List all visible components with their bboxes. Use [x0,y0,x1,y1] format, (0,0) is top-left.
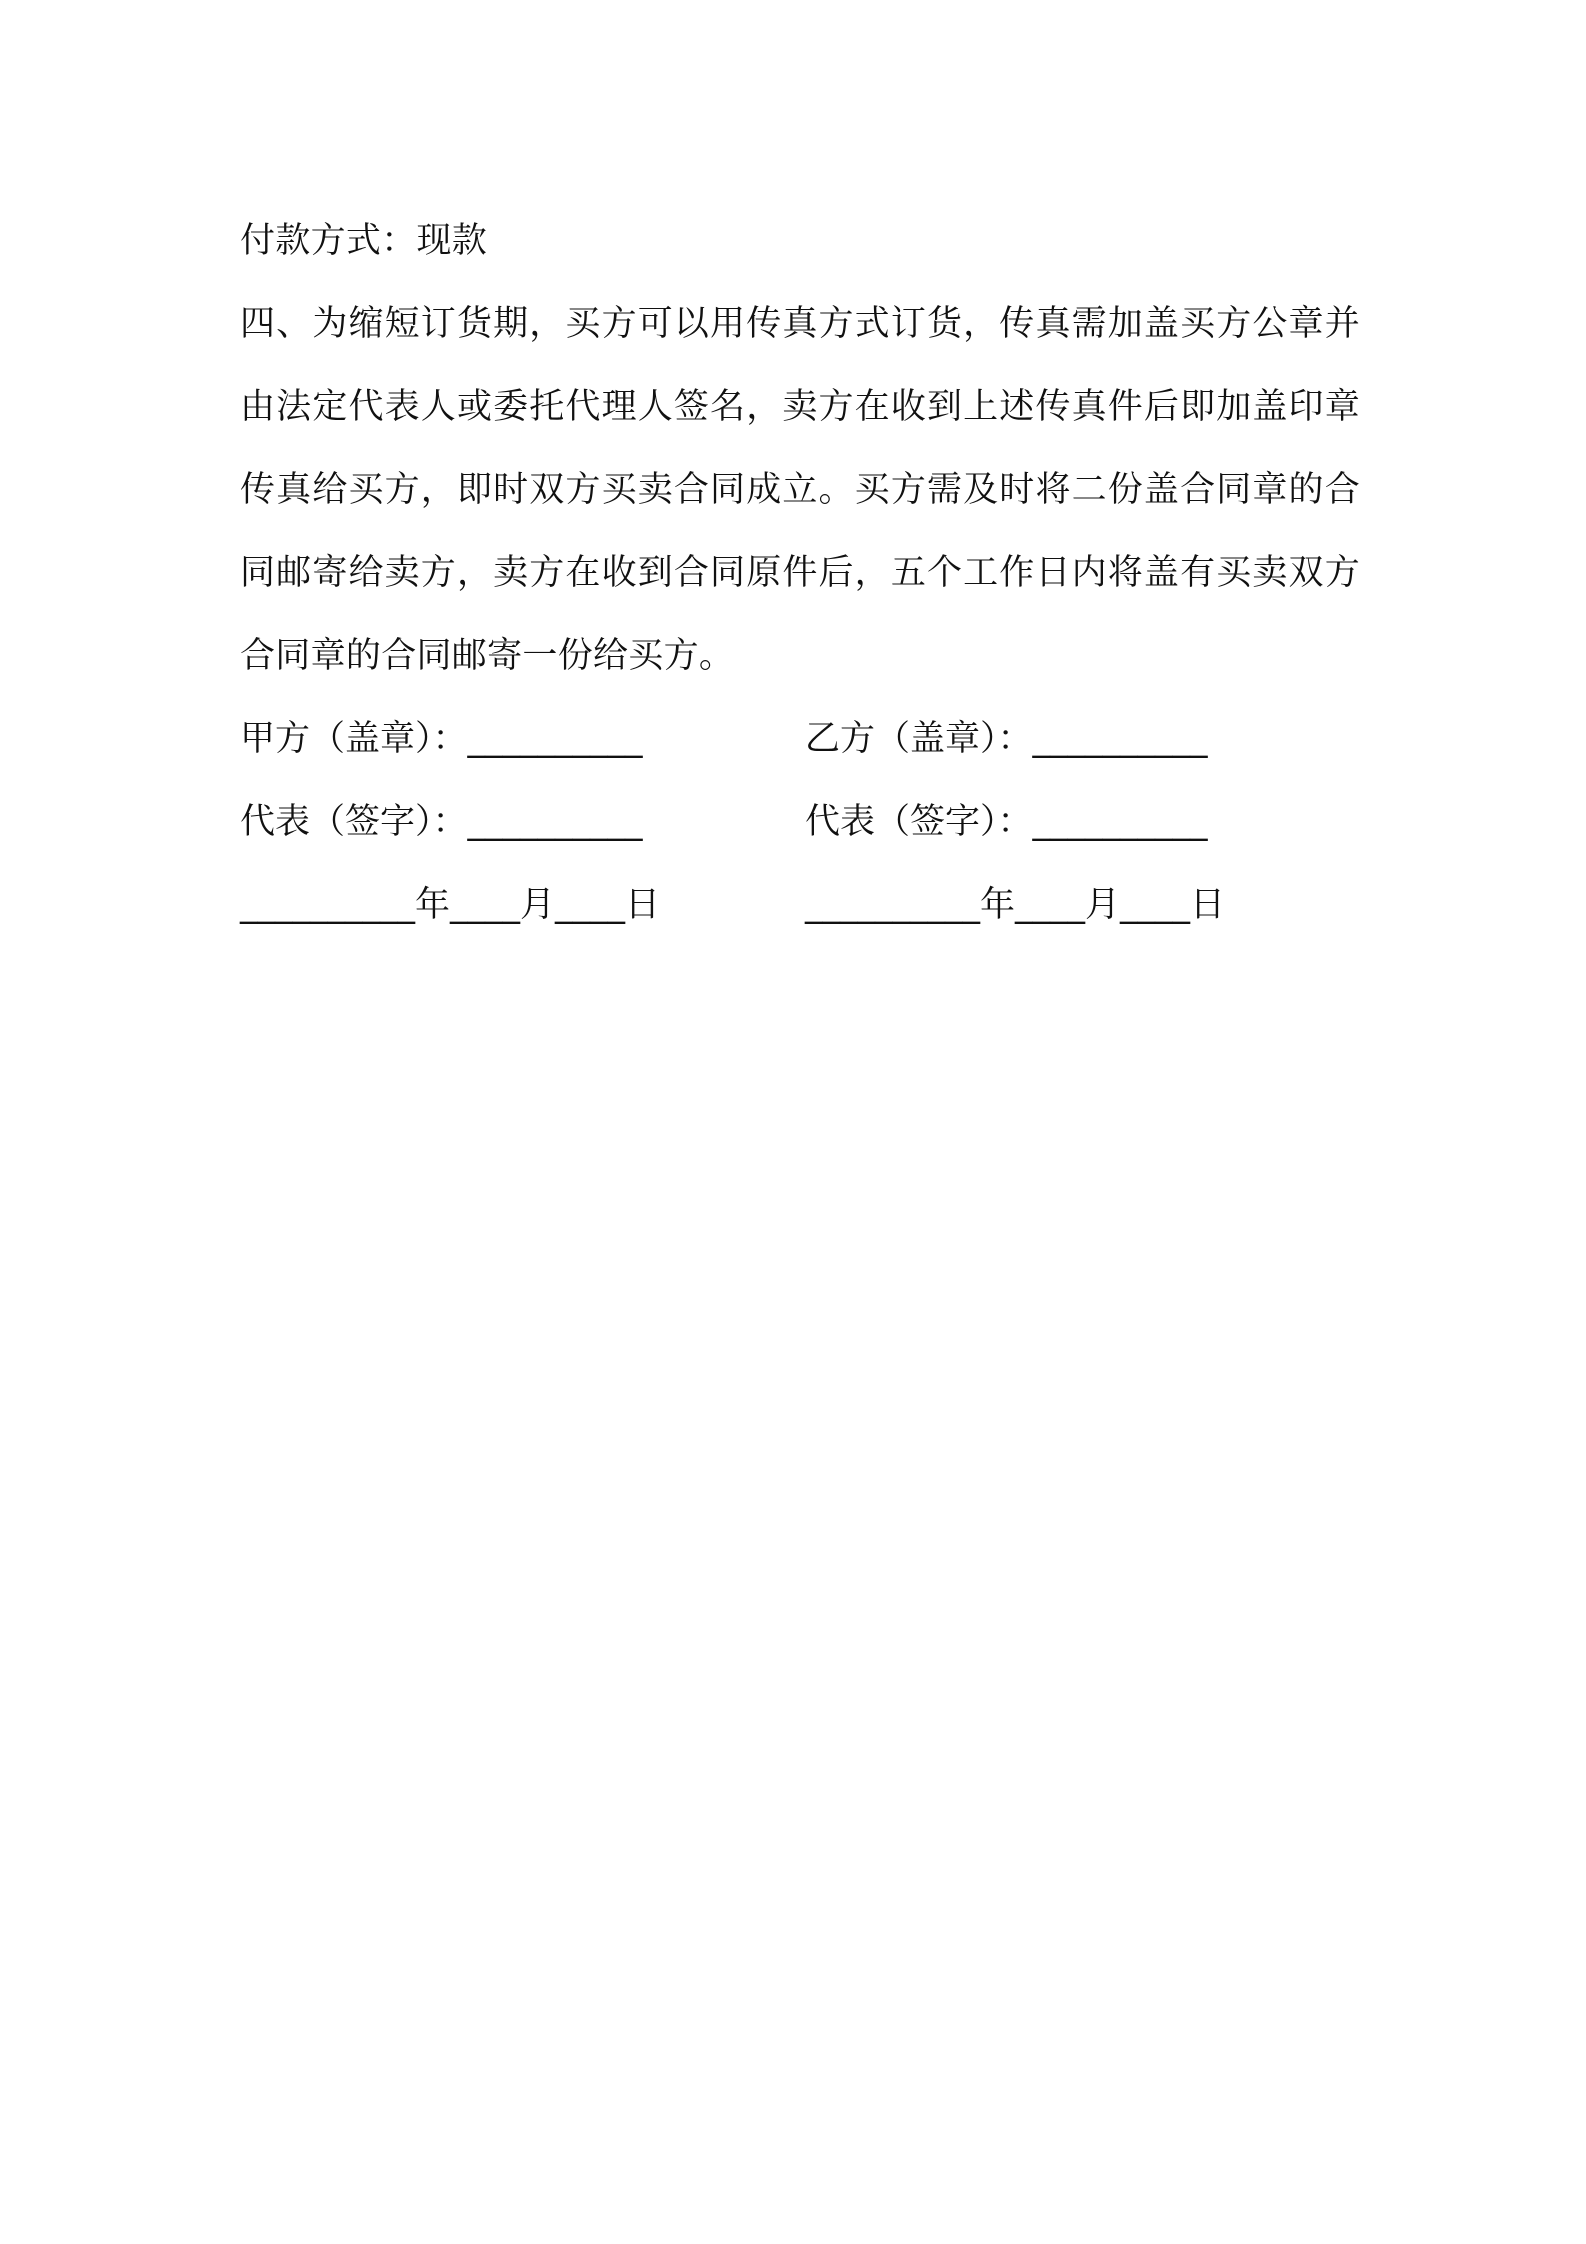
document-body [240,200,1360,947]
clause-four-paragraph: 四、为缩短订货期，买方可以用传真方式订货，传真需加盖买方公章并由法定代表人或委托代理人签名，卖方在收到上述传真件后即加盖印章传真给买方，即时双方买卖合同成立。买方需及时将二份盖合同章的合同邮寄给卖方，卖方在收到合同原件后，五个工作日内将盖有买卖双方合同章的合同邮寄一份给买方。 [240,304,1360,676]
party-a-seal-field: 甲方（盖章）：__________ [240,719,643,759]
representative-row [240,781,1360,864]
party-a-date-field: __________年____月____日 [240,885,661,925]
date-row [240,864,1360,947]
party-b-seal-field: 乙方（盖章）：__________ [805,719,1208,759]
party-b-date-field: __________年____月____日 [805,885,1226,925]
party-b-representative-field: 代表（签字）：__________ [805,802,1208,842]
seal-row [240,698,1360,781]
party-a-representative-field: 代表（签字）：__________ [240,802,643,842]
payment-method-line: 付款方式：现款 [240,221,488,261]
